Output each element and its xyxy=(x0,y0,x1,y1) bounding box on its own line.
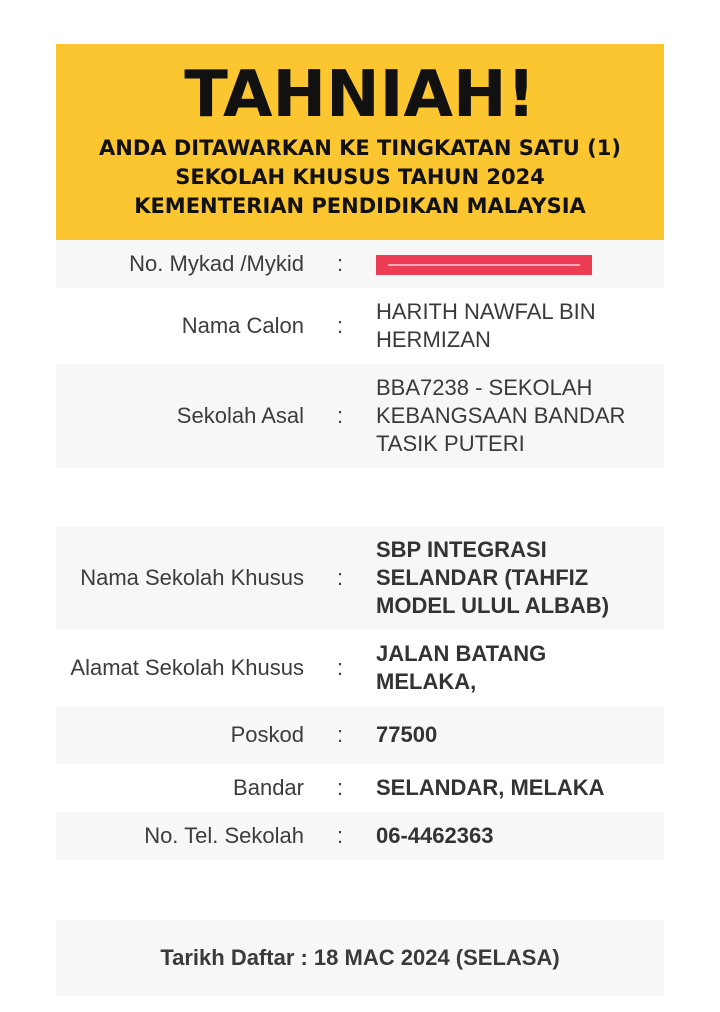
nama-sekolah-khusus-label: Nama Sekolah Khusus xyxy=(80,565,304,590)
mykad-colon: : xyxy=(336,251,344,276)
bandar-row xyxy=(56,764,664,812)
alamat-sekolah-khusus-colon: : xyxy=(336,655,344,680)
nama-calon-label: Nama Calon xyxy=(181,313,304,338)
banner-offer-line: ANDA DITAWARKAN KE TINGKATAN SATU (1) xyxy=(99,136,621,160)
nama-calon-value: HARITH NAWFAL BIN HERMIZAN xyxy=(376,299,596,352)
no-tel-row xyxy=(56,812,664,860)
banner-title: TAHNIAH! xyxy=(184,58,536,132)
sekolah-asal-colon: : xyxy=(336,403,344,428)
redaction-mark xyxy=(376,255,592,275)
poskod-value: 77500 xyxy=(376,722,438,747)
no-tel-value: 06-4462363 xyxy=(376,823,494,848)
poskod-colon: : xyxy=(336,722,344,747)
nama-sekolah-khusus-colon: : xyxy=(336,565,344,590)
nama-sekolah-khusus-row xyxy=(56,526,664,630)
no-tel-colon: : xyxy=(336,823,344,848)
nama-calon-row xyxy=(56,288,664,364)
poskod-label: Poskod xyxy=(230,722,304,747)
mykad-value xyxy=(376,250,646,278)
spacer-row-2 xyxy=(56,860,664,920)
sekolah-asal-value: BBA7238 - SEKOLAH KEBANGSAAN BANDAR TASIK PUTERI xyxy=(376,375,626,456)
spacer-row xyxy=(56,468,664,526)
nama-calon-colon: : xyxy=(336,313,344,338)
sekolah-asal-row xyxy=(56,364,664,468)
offer-letter-card xyxy=(56,44,664,1012)
bandar-label: Bandar xyxy=(233,775,304,800)
nama-sekolah-khusus-value: SBP INTEGRASI SELANDAR (TAHFIZ MODEL ULUL ALBAB) xyxy=(376,537,610,618)
registration-date-text: Tarikh Daftar : 18 MAC 2024 (SELASA) xyxy=(160,945,560,970)
bandar-colon: : xyxy=(336,775,344,800)
sekolah-asal-label: Sekolah Asal xyxy=(176,403,304,428)
alamat-sekolah-khusus-label: Alamat Sekolah Khusus xyxy=(70,655,304,680)
banner-ministry-line: KEMENTERIAN PENDIDIKAN MALAYSIA xyxy=(134,194,586,218)
mykad-label: No. Mykad /Mykid xyxy=(129,251,304,276)
mykad-row xyxy=(56,240,664,288)
congratulations-banner xyxy=(56,44,664,240)
poskod-row xyxy=(56,706,664,764)
registration-date-row xyxy=(56,920,664,996)
alamat-sekolah-khusus-row xyxy=(56,630,664,706)
alamat-sekolah-khusus-value: JALAN BATANG MELAKA, xyxy=(376,641,547,694)
no-tel-label: No. Tel. Sekolah xyxy=(144,823,304,848)
bandar-value: SELANDAR, MELAKA xyxy=(376,775,605,800)
bottom-spacer xyxy=(56,996,664,1012)
banner-school-year-line: SEKOLAH KHUSUS TAHUN 2024 xyxy=(175,165,545,189)
